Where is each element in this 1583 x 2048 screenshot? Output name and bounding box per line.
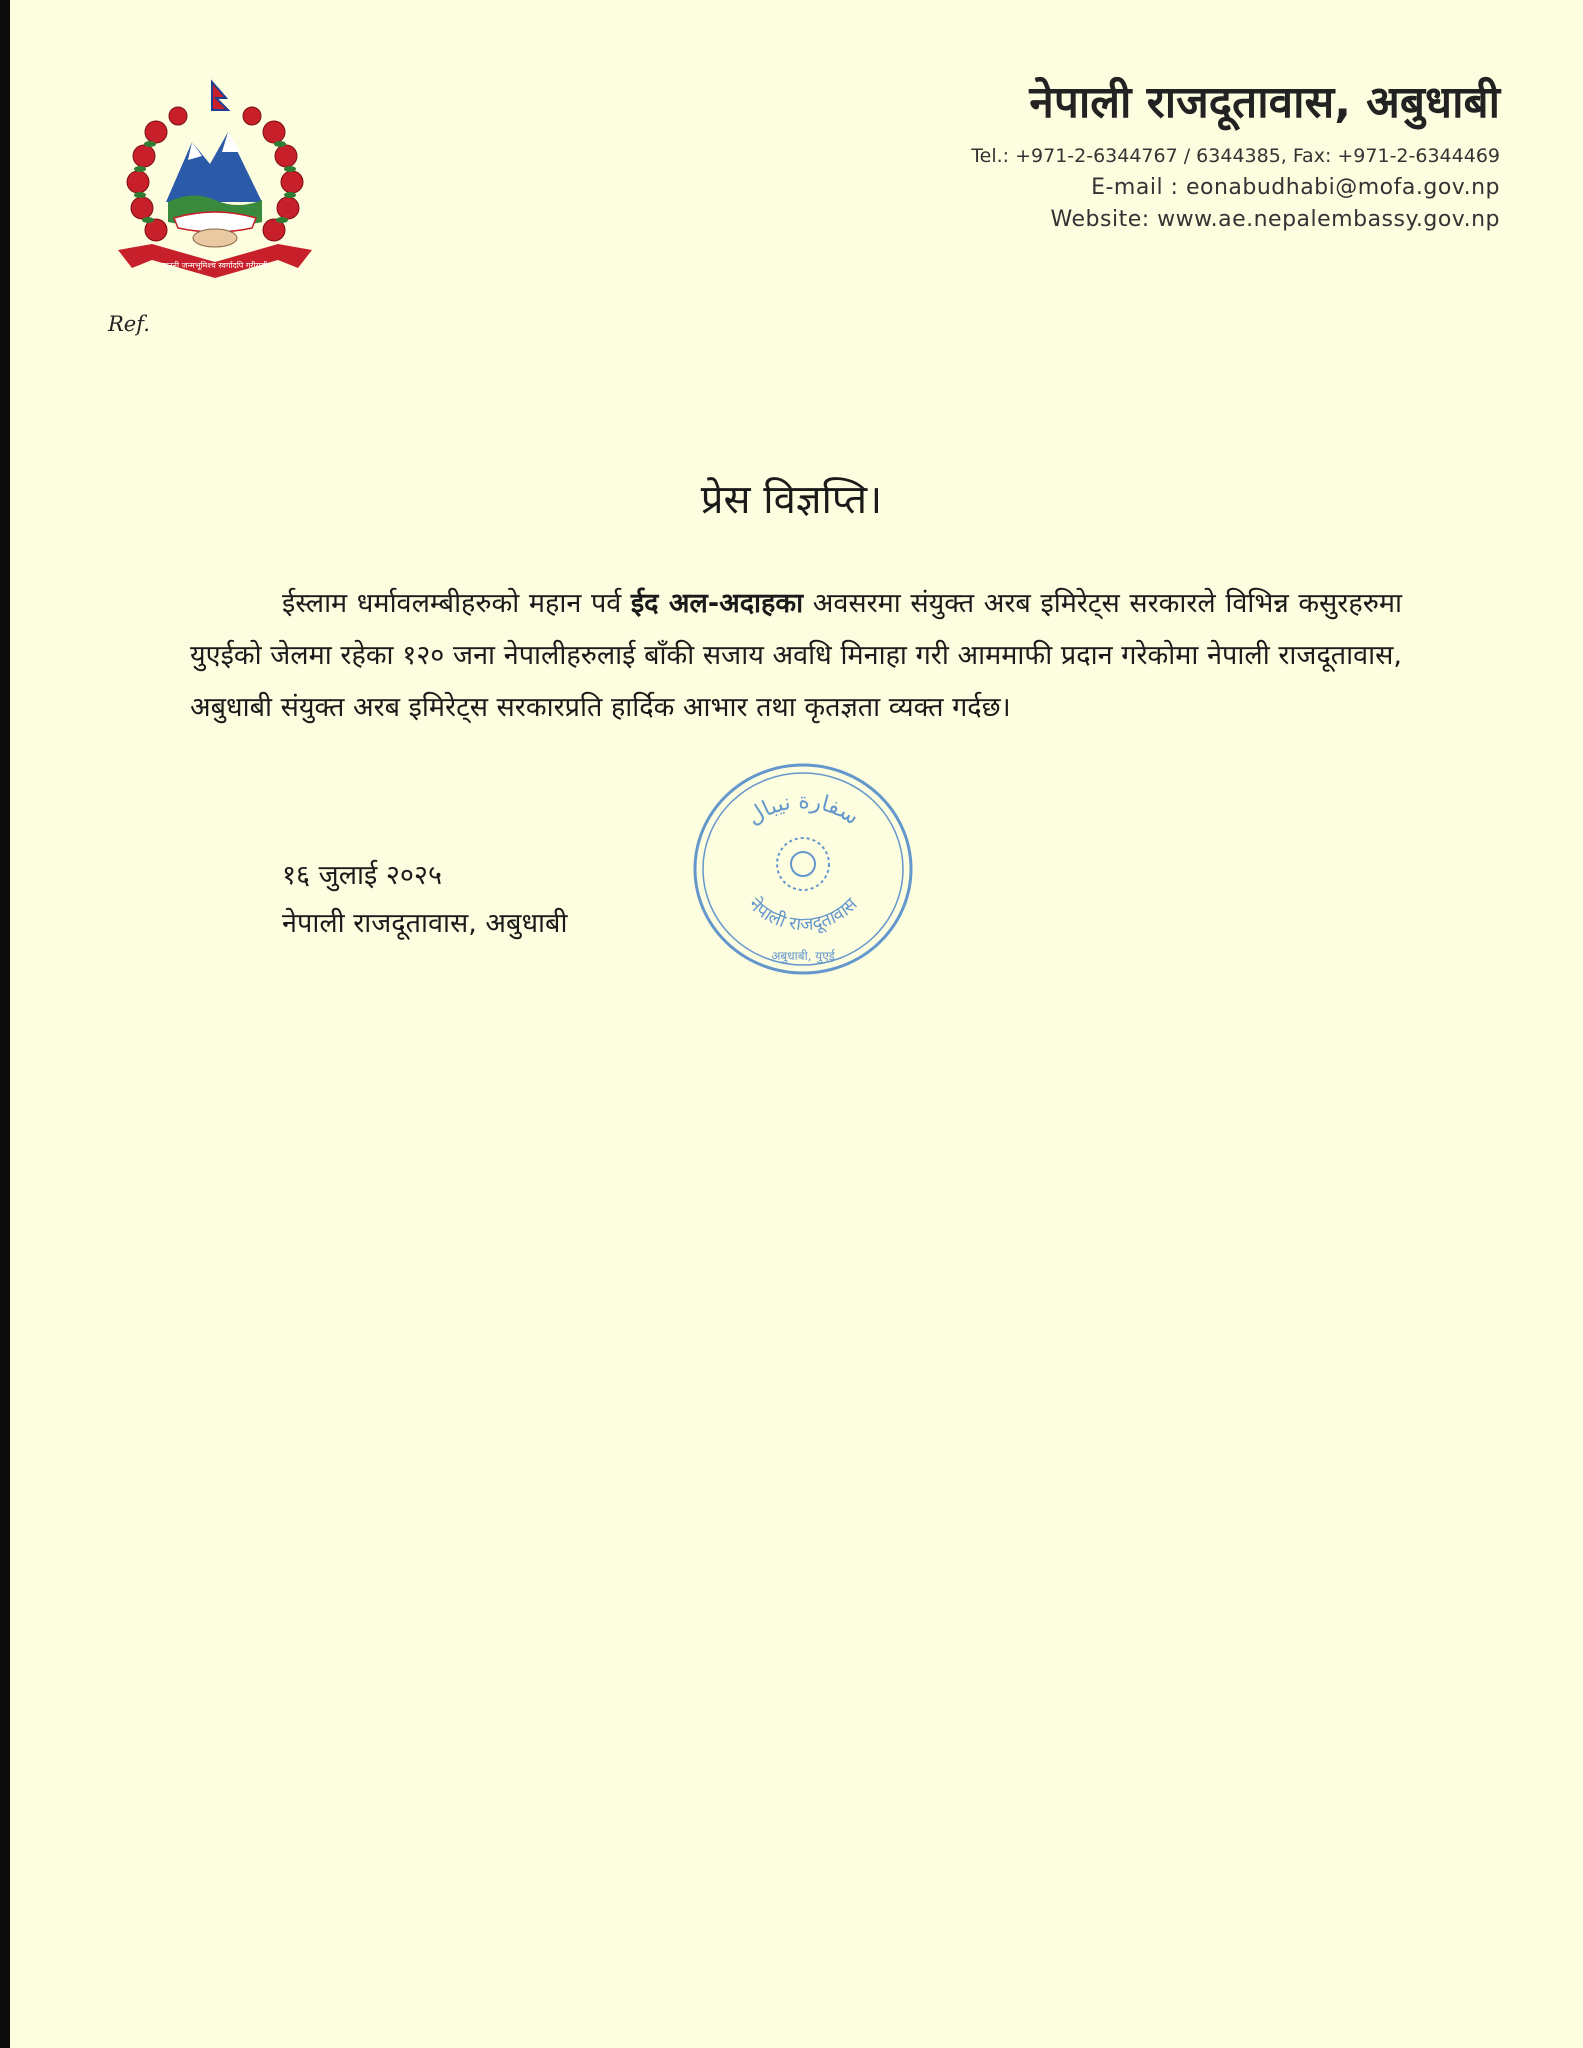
page-title: प्रेस विज्ञप्ति। [700, 477, 883, 523]
ref-label: Ref. [108, 312, 150, 336]
body-text-part2: अवसरमा संयुक्त अरब इमिरेट्स सरकारले विभिन्न कसुरहरुमा युएईको जेलमा रहेका १२० जना नेपालीहरुलाई बाँकी सजाय अवधि मिनाहा गरी आममाफी प्रदान गरेकोमा नेपाली राजदूतावास, अबुधाबी संयुक्त अरब इमिरेट्स सरकारप्रति हार्दिक आभार तथा कृतज्ञता व्यक्त गर्दछ। [190, 588, 1403, 723]
press-release-body [190, 578, 1402, 734]
body-text-part1: ईस्लाम धर्मावलम्बीहरुको महान पर्व [282, 588, 631, 619]
issuer-name: नेपाली राजदूतावास, अबुधाबी [282, 908, 568, 939]
letterhead [740, 74, 1500, 236]
body-text-bold: ईद अल-अदाहका [630, 588, 804, 619]
svg-text:नेपाली राजदूतावास: नेपाली राजदूतावास [744, 893, 862, 936]
tel-fax-line: Tel.: +971-2-6344767 / 6344385, Fax: +971-2-6344469 [971, 145, 1500, 167]
email-line: E-mail : eonabudhabi@mofa.gov.np [1091, 175, 1500, 200]
website-line: Website: www.ae.nepalembassy.gov.np [1050, 207, 1500, 232]
svg-text:जननी जन्मभूमिश्च स्वर्गादपि गर: जननी जन्मभूमिश्च स्वर्गादपि गरीयसी [162, 261, 268, 270]
svg-text:अबुधाबी, युएई: अबुधाबी, युएई [771, 949, 835, 963]
svg-text:سفارة نيبال: سفارة نيبال [742, 788, 864, 831]
embassy-name: नेपाली राजदूतावास, अबुधाबी [1029, 77, 1500, 128]
scan-edge [0, 0, 10, 2048]
release-date: १६ जुलाई २०२५ [282, 860, 442, 891]
nepal-emblem-icon [112, 72, 318, 284]
embassy-seal-stamp [690, 760, 916, 978]
signature-block [282, 852, 567, 948]
